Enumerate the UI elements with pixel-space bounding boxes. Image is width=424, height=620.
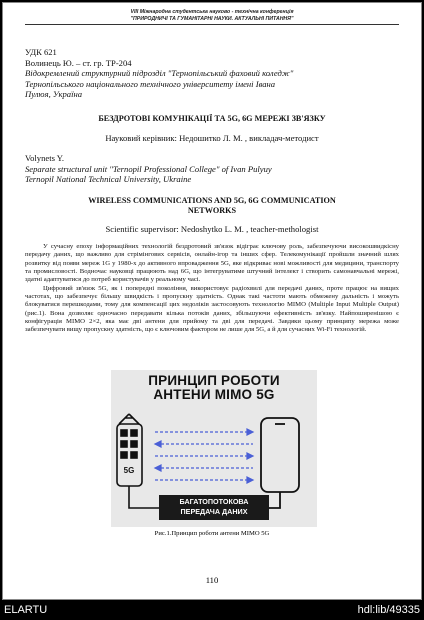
udk-code: УДК 621 [25, 47, 57, 57]
antenna-tower-icon [117, 414, 159, 508]
repository-footer [0, 601, 424, 620]
document-page [2, 2, 422, 600]
multistream-banner [159, 495, 269, 520]
ua-author-block [25, 47, 399, 100]
en-title-line-1: WIRELESS COMMUNICATIONS AND 5G, 6G COMMUNICATION [88, 196, 336, 205]
en-supervisor: Scientific supervisor: Nedoshytko L. M. , teacher-methologist [105, 224, 319, 234]
banner-line-2: ПЕРЕДАЧА ДАНИХ [180, 507, 248, 516]
figure-title-line-2: АНТЕНИ MIMO 5G [153, 387, 275, 402]
tower-5g-label: 5G [123, 466, 135, 475]
ua-affiliation-1: Відокремлений структурний підрозділ "Тернопільський фаховий коледж" [25, 68, 294, 78]
ua-title: БЕЗДРОТОВІ КОМУНІКАЦІЇ ТА 5G, 6G МЕРЕЖІ ЗВ'ЯЗКУ [98, 114, 326, 123]
mimo-figure [111, 370, 317, 527]
conference-header [3, 9, 421, 22]
en-title-line-2: NETWORKS [187, 206, 237, 215]
ua-author: Волинець Ю. – ст. гр. ТР-204 [25, 57, 132, 68]
ua-supervisor: Науковий керівник: Недошитко Л. М. , викладач-методист [105, 133, 319, 143]
paragraph-2: Цифровий зв'язок 5G, як і попередні покоління, використовує радіохвилі для передачі даних, проте працює на вищих частотах, що забезпечує більшу швидкість і пропускну здатність. Однак такі частоти мають обмежену дальність і можуть блокуватися перешкодами, тому для компенсації цих недоліків застосовують технологію MIMO (Multiple Input Multiple Output) (рис.1). Вона дозволяє одночасно передавати кілька потоків даних, збільшуючи ефективність зв'язку. Найпоширенішою є конфігурація MIMO 2×2, яка має дві антени для прийому та дві для передачі. Завдяки цьому принципу мережа може забезпечувати вищу пропускну здатність, що є ключовим фактором не лише для 5G, а й для сучасних Wi-Fi технологій. [25, 284, 399, 334]
page-number: 110 [205, 575, 219, 585]
en-affiliation-2: Ternopil National Technical University, Ukraine [25, 174, 192, 184]
en-author: Volynets Y. [25, 153, 64, 163]
header-line-2: "ПРИРОДНИЧІ ТА ГУМАНІТАРНІ НАУКИ. АКТУАЛЬНІ ПИТАННЯ" [130, 15, 294, 22]
data-stream-arrows [155, 429, 253, 483]
body-text [25, 243, 399, 335]
en-author-block [25, 153, 399, 185]
figure-title-line-1: ПРИНЦИП РОБОТИ [148, 373, 280, 388]
ua-affiliation-2: Тернопільського національного технічного університету імені Івана [25, 78, 276, 89]
figure-caption: Рис.1.Принцип роботи антени MIMO 5G [154, 530, 270, 537]
en-title [25, 196, 399, 216]
paragraph-1: У сучасну епоху інформаційних технологій бездротовий зв'язок відіграє ключову роль, забезпечуючи високошвидкісну передачу даних, що важливо для стрімінгових сервісів, онлайн-ігор та інших сфер. Телекомунікації пройшли значний шлях розвитку від появи мереж 1G у 1980-х до активного впровадження 5G, яке відкриває нові можливості для медицини, транспорту та промисловості. Водночас науковці працюють над 6G, що інтегруватиме штучний інтелект і створить самонавчальні мережі, здатні адаптуватися до потреб користувачів у реальному часі. [25, 243, 399, 284]
footer-repository-name[interactable]: ELARTU [4, 604, 48, 616]
banner-line-1: БАГАТОПОТОКОВА [179, 497, 249, 506]
footer-handle-link[interactable]: hdl:lib/49335 [357, 604, 420, 616]
ua-affiliation-3: Пулюя, Україна [25, 89, 83, 99]
header-rule [25, 24, 399, 25]
en-affiliation-1: Separate structural unit "Ternopil Professional College" of Ivan Pulyuy [25, 163, 272, 174]
header-line-1: VIII Міжнародна студентська науково - технічна конференція [130, 9, 294, 15]
